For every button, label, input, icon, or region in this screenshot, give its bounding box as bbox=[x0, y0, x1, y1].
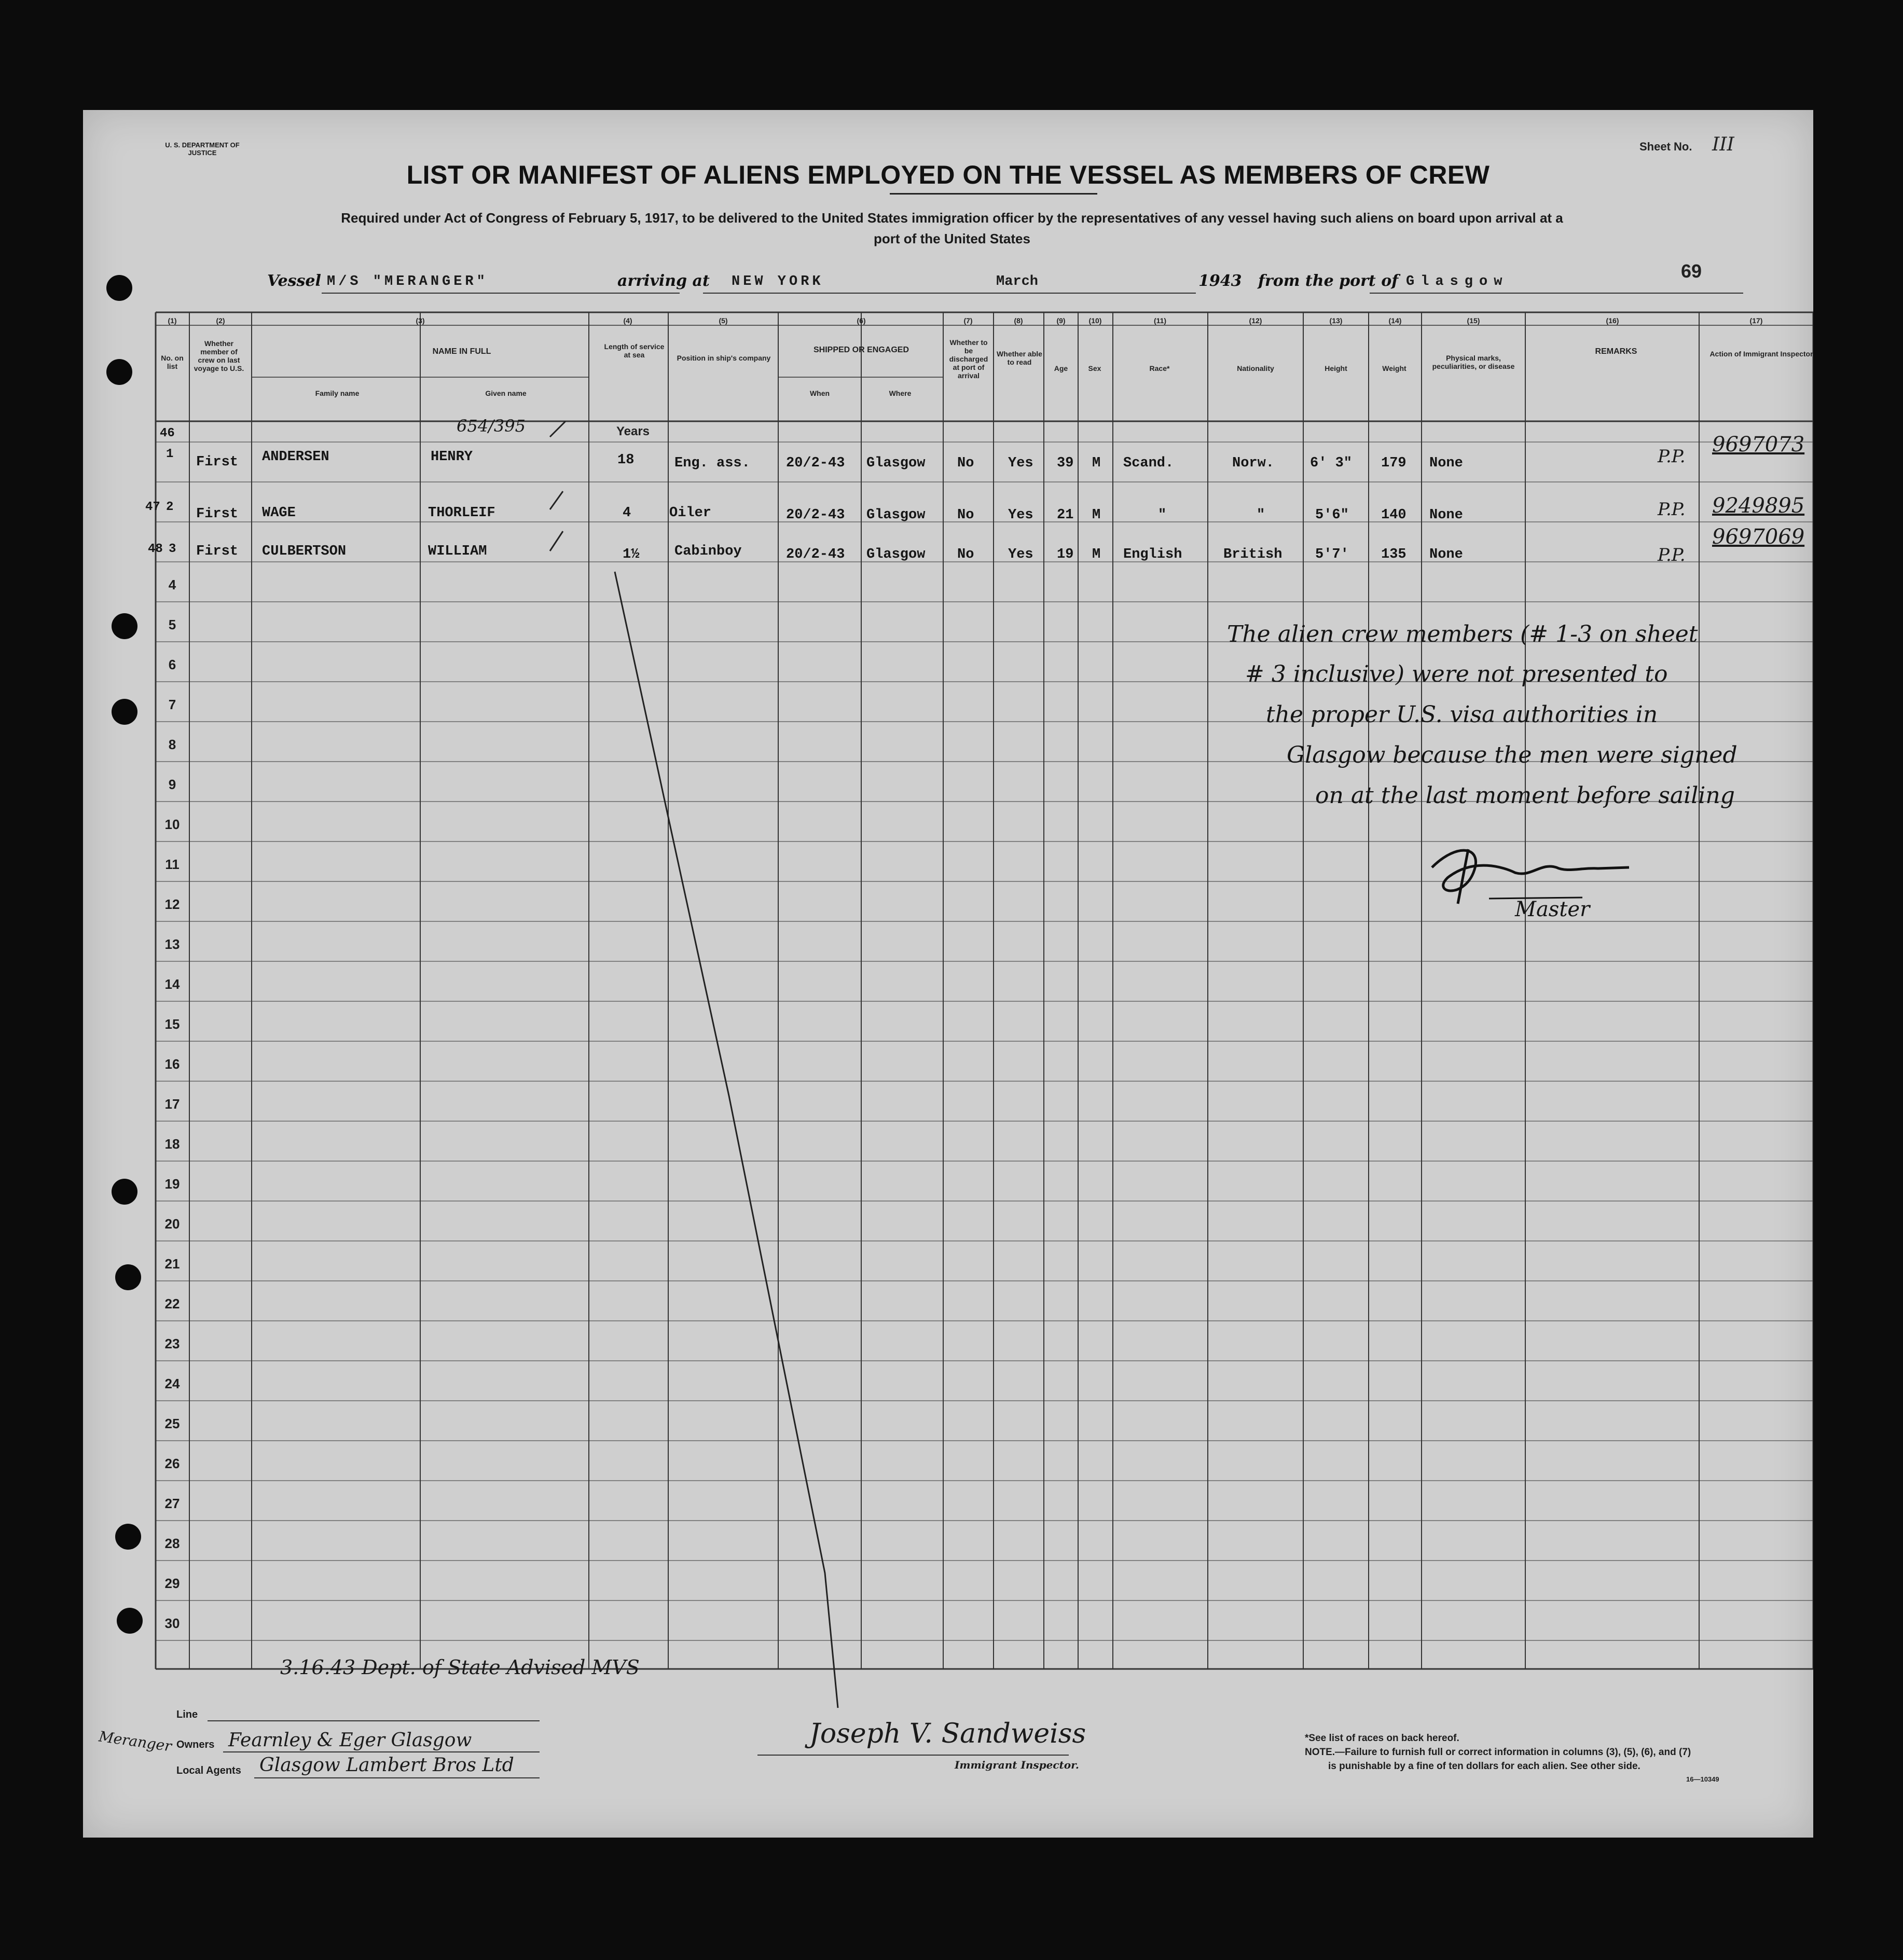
inspector-initials: P.P. bbox=[1658, 499, 1686, 520]
crew-written-number: 48 bbox=[148, 542, 163, 556]
col-no-header: No. on list bbox=[161, 354, 184, 370]
crew-shipped-when: 20/2-43 bbox=[786, 456, 845, 471]
years-label: Years bbox=[616, 424, 650, 438]
col-length-service-header: Length of service at sea bbox=[604, 342, 665, 359]
crew-given-name: THORLEIF bbox=[428, 505, 495, 521]
crew-printed-number: 1 bbox=[166, 447, 174, 461]
column-number: (10) bbox=[1088, 316, 1102, 325]
crew-discharged: No bbox=[957, 547, 974, 562]
row-number: 18 bbox=[164, 1136, 180, 1152]
col-family-name-header: Family name bbox=[315, 389, 360, 397]
agents-underline bbox=[254, 1777, 540, 1778]
col-nationality-header: Nationality bbox=[1237, 364, 1274, 372]
crew-given-name: HENRY bbox=[431, 449, 473, 465]
owners-value: Fearnley & Eger Glasgow bbox=[228, 1730, 472, 1751]
crew-printed-number: 2 bbox=[166, 500, 174, 514]
crew-family-name: ANDERSEN bbox=[262, 449, 329, 465]
crew-height: 5'7' bbox=[1315, 547, 1349, 562]
crew-nationality: " bbox=[1257, 507, 1265, 523]
crew-position: Cabinboy bbox=[674, 544, 742, 559]
row-number: 17 bbox=[164, 1096, 180, 1112]
row-number: 30 bbox=[164, 1616, 180, 1631]
arriving-label: arriving at bbox=[617, 272, 710, 290]
crew-nationality: Norw. bbox=[1232, 456, 1275, 471]
from-port-label: from the port of bbox=[1258, 272, 1399, 290]
crew-physical-marks: None bbox=[1429, 456, 1463, 471]
crew-position: Oiler bbox=[669, 505, 712, 521]
column-number: (3) bbox=[416, 316, 425, 325]
column-number: (8) bbox=[1014, 316, 1023, 325]
crew-last-voyage: First bbox=[196, 454, 239, 470]
remarks-note-line: on at the last moment before sailing bbox=[1315, 782, 1735, 809]
crew-position: Eng. ass. bbox=[674, 456, 750, 471]
sheet-number-label: Sheet No. bbox=[1639, 140, 1692, 153]
side-note: Meranger bbox=[98, 1728, 173, 1755]
column-number: (11) bbox=[1153, 316, 1167, 325]
penalty-note-2: is punishable by a fine of ten dollars for each alien. See other side. bbox=[1328, 1761, 1640, 1772]
crew-shipped-where: Glasgow bbox=[866, 507, 926, 523]
row-number: 13 bbox=[164, 936, 180, 952]
crew-weight: 179 bbox=[1381, 456, 1406, 471]
crew-race: Scand. bbox=[1123, 456, 1174, 471]
column-number: (2) bbox=[216, 316, 225, 325]
col-read-header: Whether able to read bbox=[997, 350, 1042, 366]
col-age-header: Age bbox=[1054, 364, 1068, 372]
column-number: (15) bbox=[1467, 316, 1480, 325]
page-title: LIST OR MANIFEST OF ALIENS EMPLOYED ON THE VESSEL AS MEMBERS OF CREW bbox=[406, 160, 1490, 189]
column-number: (6) bbox=[857, 316, 866, 325]
column-number: (13) bbox=[1329, 316, 1343, 325]
crew-service-length: 1½ bbox=[623, 547, 640, 562]
crew-written-number: 47 bbox=[145, 500, 160, 514]
crew-printed-number: 3 bbox=[169, 542, 176, 556]
row-number: 4 bbox=[168, 577, 176, 592]
col-remarks-header: REMARKS bbox=[1595, 347, 1637, 356]
remarks-note-line: # 3 inclusive) were not presented to bbox=[1245, 661, 1668, 687]
crew-age: 21 bbox=[1057, 507, 1074, 523]
column-number: (9) bbox=[1056, 316, 1066, 325]
col-whether-member-header: Whether member of crew on last voyage to U.S. bbox=[194, 339, 244, 372]
local-agents-value: Glasgow Lambert Bros Ltd bbox=[259, 1755, 514, 1776]
crew-sex: M bbox=[1092, 507, 1101, 523]
row-number: 9 bbox=[168, 777, 176, 792]
crew-height: 5'6" bbox=[1315, 507, 1349, 523]
row-number: 14 bbox=[164, 976, 180, 992]
row-number: 27 bbox=[164, 1496, 180, 1511]
col-shipped-header: SHIPPED OR ENGAGED bbox=[813, 346, 909, 354]
crew-service-length: 4 bbox=[623, 505, 631, 521]
owners-label: Owners bbox=[176, 1739, 215, 1750]
crew-service-length: 18 bbox=[617, 452, 635, 468]
crew-physical-marks: None bbox=[1429, 547, 1463, 562]
line-underline bbox=[208, 1720, 540, 1721]
arrival-month: March bbox=[996, 274, 1039, 289]
crew-written-number: 46 bbox=[160, 426, 175, 440]
crew-weight: 140 bbox=[1381, 507, 1406, 523]
owners-underline bbox=[223, 1751, 540, 1752]
inspector-initials: P.P. bbox=[1658, 545, 1686, 565]
row-number: 21 bbox=[164, 1256, 180, 1272]
inspector-label: Immigrant Inspector. bbox=[955, 1759, 1079, 1771]
row-number: 24 bbox=[164, 1376, 180, 1391]
crew-weight: 135 bbox=[1381, 547, 1406, 562]
row-number: 20 bbox=[164, 1216, 180, 1232]
row-number: 25 bbox=[164, 1416, 180, 1431]
penalty-note-1: NOTE.—Failure to furnish full or correct information in columns (3), (5), (6), and (7) bbox=[1305, 1747, 1691, 1758]
crew-family-name: WAGE bbox=[262, 505, 296, 521]
row-number: 7 bbox=[168, 697, 176, 712]
vessel-label: Vessel bbox=[267, 272, 321, 290]
inspector-action: 9249895 bbox=[1712, 494, 1805, 518]
row-number: 8 bbox=[168, 737, 176, 752]
crew-able-to-read: Yes bbox=[1008, 507, 1033, 523]
crew-shipped-when: 20/2-43 bbox=[786, 547, 845, 562]
column-number: (12) bbox=[1249, 316, 1262, 325]
col-given-name-header: Given name bbox=[485, 389, 527, 397]
row-number: 19 bbox=[164, 1176, 180, 1192]
col-position-header: Position in ship's company bbox=[677, 354, 771, 362]
ditto-line bbox=[83, 110, 1813, 1838]
col-height-header: Height bbox=[1325, 364, 1347, 372]
crew-shipped-when: 20/2-43 bbox=[786, 507, 845, 523]
form-code: 16—10349 bbox=[1686, 1775, 1719, 1783]
row-number: 16 bbox=[164, 1056, 180, 1072]
remarks-note-line: Glasgow because the men were signed bbox=[1287, 742, 1737, 768]
row-number: 23 bbox=[164, 1336, 180, 1351]
crew-sex: M bbox=[1092, 456, 1101, 471]
crew-discharged: No bbox=[957, 456, 974, 471]
row-number: 22 bbox=[164, 1296, 180, 1312]
row-number: 10 bbox=[164, 817, 180, 832]
col-discharged-header: Whether to be discharged at port of arrival bbox=[949, 338, 988, 380]
crew-family-name: CULBERTSON bbox=[262, 544, 347, 559]
col-when-header: When bbox=[809, 389, 830, 397]
crew-race: " bbox=[1158, 507, 1167, 523]
column-number: (5) bbox=[719, 316, 728, 325]
local-agents-label: Local Agents bbox=[176, 1765, 241, 1776]
master-title: Master bbox=[1515, 898, 1590, 921]
crew-nationality: British bbox=[1223, 547, 1283, 562]
crew-height: 6' 3" bbox=[1310, 456, 1353, 471]
column-number: (17) bbox=[1749, 316, 1763, 325]
inspector-action: 9697073 bbox=[1712, 433, 1805, 457]
row-number: 26 bbox=[164, 1456, 180, 1471]
arriving-field: NEW YORK bbox=[732, 274, 824, 289]
crew-able-to-read: Yes bbox=[1008, 456, 1033, 471]
col-where-header: Where bbox=[889, 389, 912, 397]
column-number: (7) bbox=[963, 316, 973, 325]
crew-shipped-where: Glasgow bbox=[866, 547, 926, 562]
crew-able-to-read: Yes bbox=[1008, 547, 1033, 562]
row-number: 11 bbox=[165, 857, 180, 872]
line-label: Line bbox=[176, 1709, 198, 1720]
col-race-header: Race* bbox=[1149, 364, 1170, 372]
inspector-underline bbox=[757, 1755, 1069, 1756]
inspector-action: 9697069 bbox=[1712, 525, 1805, 549]
agency-label: U. S. DEPARTMENT OF JUSTICE bbox=[165, 141, 240, 157]
crew-last-voyage: First bbox=[196, 506, 239, 522]
subtitle-line-2: port of the United States bbox=[874, 231, 1030, 246]
column-number: (14) bbox=[1388, 316, 1402, 325]
subtitle-line-1: Required under Act of Congress of February 5, 1917, to be delivered to the United States immigration officer by the representatives of any vessel having such aliens on board upon arrival at a bbox=[341, 210, 1563, 226]
remarks-note-line: the proper U.S. visa authorities in bbox=[1266, 701, 1658, 728]
row-number: 28 bbox=[164, 1536, 180, 1551]
crew-race: English bbox=[1123, 547, 1182, 562]
crew-age: 19 bbox=[1057, 547, 1074, 562]
manifest-sheet bbox=[83, 110, 1813, 1838]
col-name-header: NAME IN FULL bbox=[432, 347, 491, 356]
column-number: (1) bbox=[168, 316, 177, 325]
crew-sex: M bbox=[1092, 547, 1101, 562]
crew-given-name: WILLIAM bbox=[428, 544, 487, 559]
row-number: 29 bbox=[164, 1576, 180, 1591]
row-number: 5 bbox=[168, 617, 176, 632]
inspector-initials: P.P. bbox=[1658, 446, 1686, 467]
column-number: (16) bbox=[1606, 316, 1619, 325]
row-number: 15 bbox=[164, 1016, 180, 1032]
column-number: (4) bbox=[623, 316, 632, 325]
crew-shipped-where: Glasgow bbox=[866, 456, 926, 471]
from-port-field: Glasgow bbox=[1406, 274, 1509, 289]
crew-age: 39 bbox=[1057, 456, 1074, 471]
crew-last-voyage: First bbox=[196, 544, 239, 559]
arrival-year: 1943 bbox=[1198, 272, 1242, 290]
row-number: 12 bbox=[164, 896, 180, 912]
inspector-signature: Joseph V. Sandweiss bbox=[809, 1718, 1086, 1749]
crew-physical-marks: None bbox=[1429, 507, 1463, 523]
remarks-note-line: The alien crew members (# 1-3 on sheet bbox=[1227, 621, 1698, 647]
vessel-field: M/S "MERANGER" bbox=[327, 274, 488, 289]
row-number: 6 bbox=[168, 657, 176, 672]
col-action-header: Action of Immigrant Inspector bbox=[1709, 350, 1813, 358]
handwritten-reference: 654/395 bbox=[457, 416, 526, 436]
state-department-note: 3.16.43 Dept. of State Advised MVS bbox=[280, 1656, 640, 1679]
crew-discharged: No bbox=[957, 507, 974, 523]
stamp-number: 69 bbox=[1681, 260, 1702, 282]
col-physical-marks-header: Physical marks, peculiarities, or disease bbox=[1432, 354, 1515, 370]
col-sex-header: Sex bbox=[1088, 364, 1101, 372]
races-note: *See list of races on back hereof. bbox=[1305, 1733, 1459, 1744]
col-weight-header: Weight bbox=[1382, 364, 1406, 372]
sheet-number-value: III bbox=[1712, 134, 1734, 155]
